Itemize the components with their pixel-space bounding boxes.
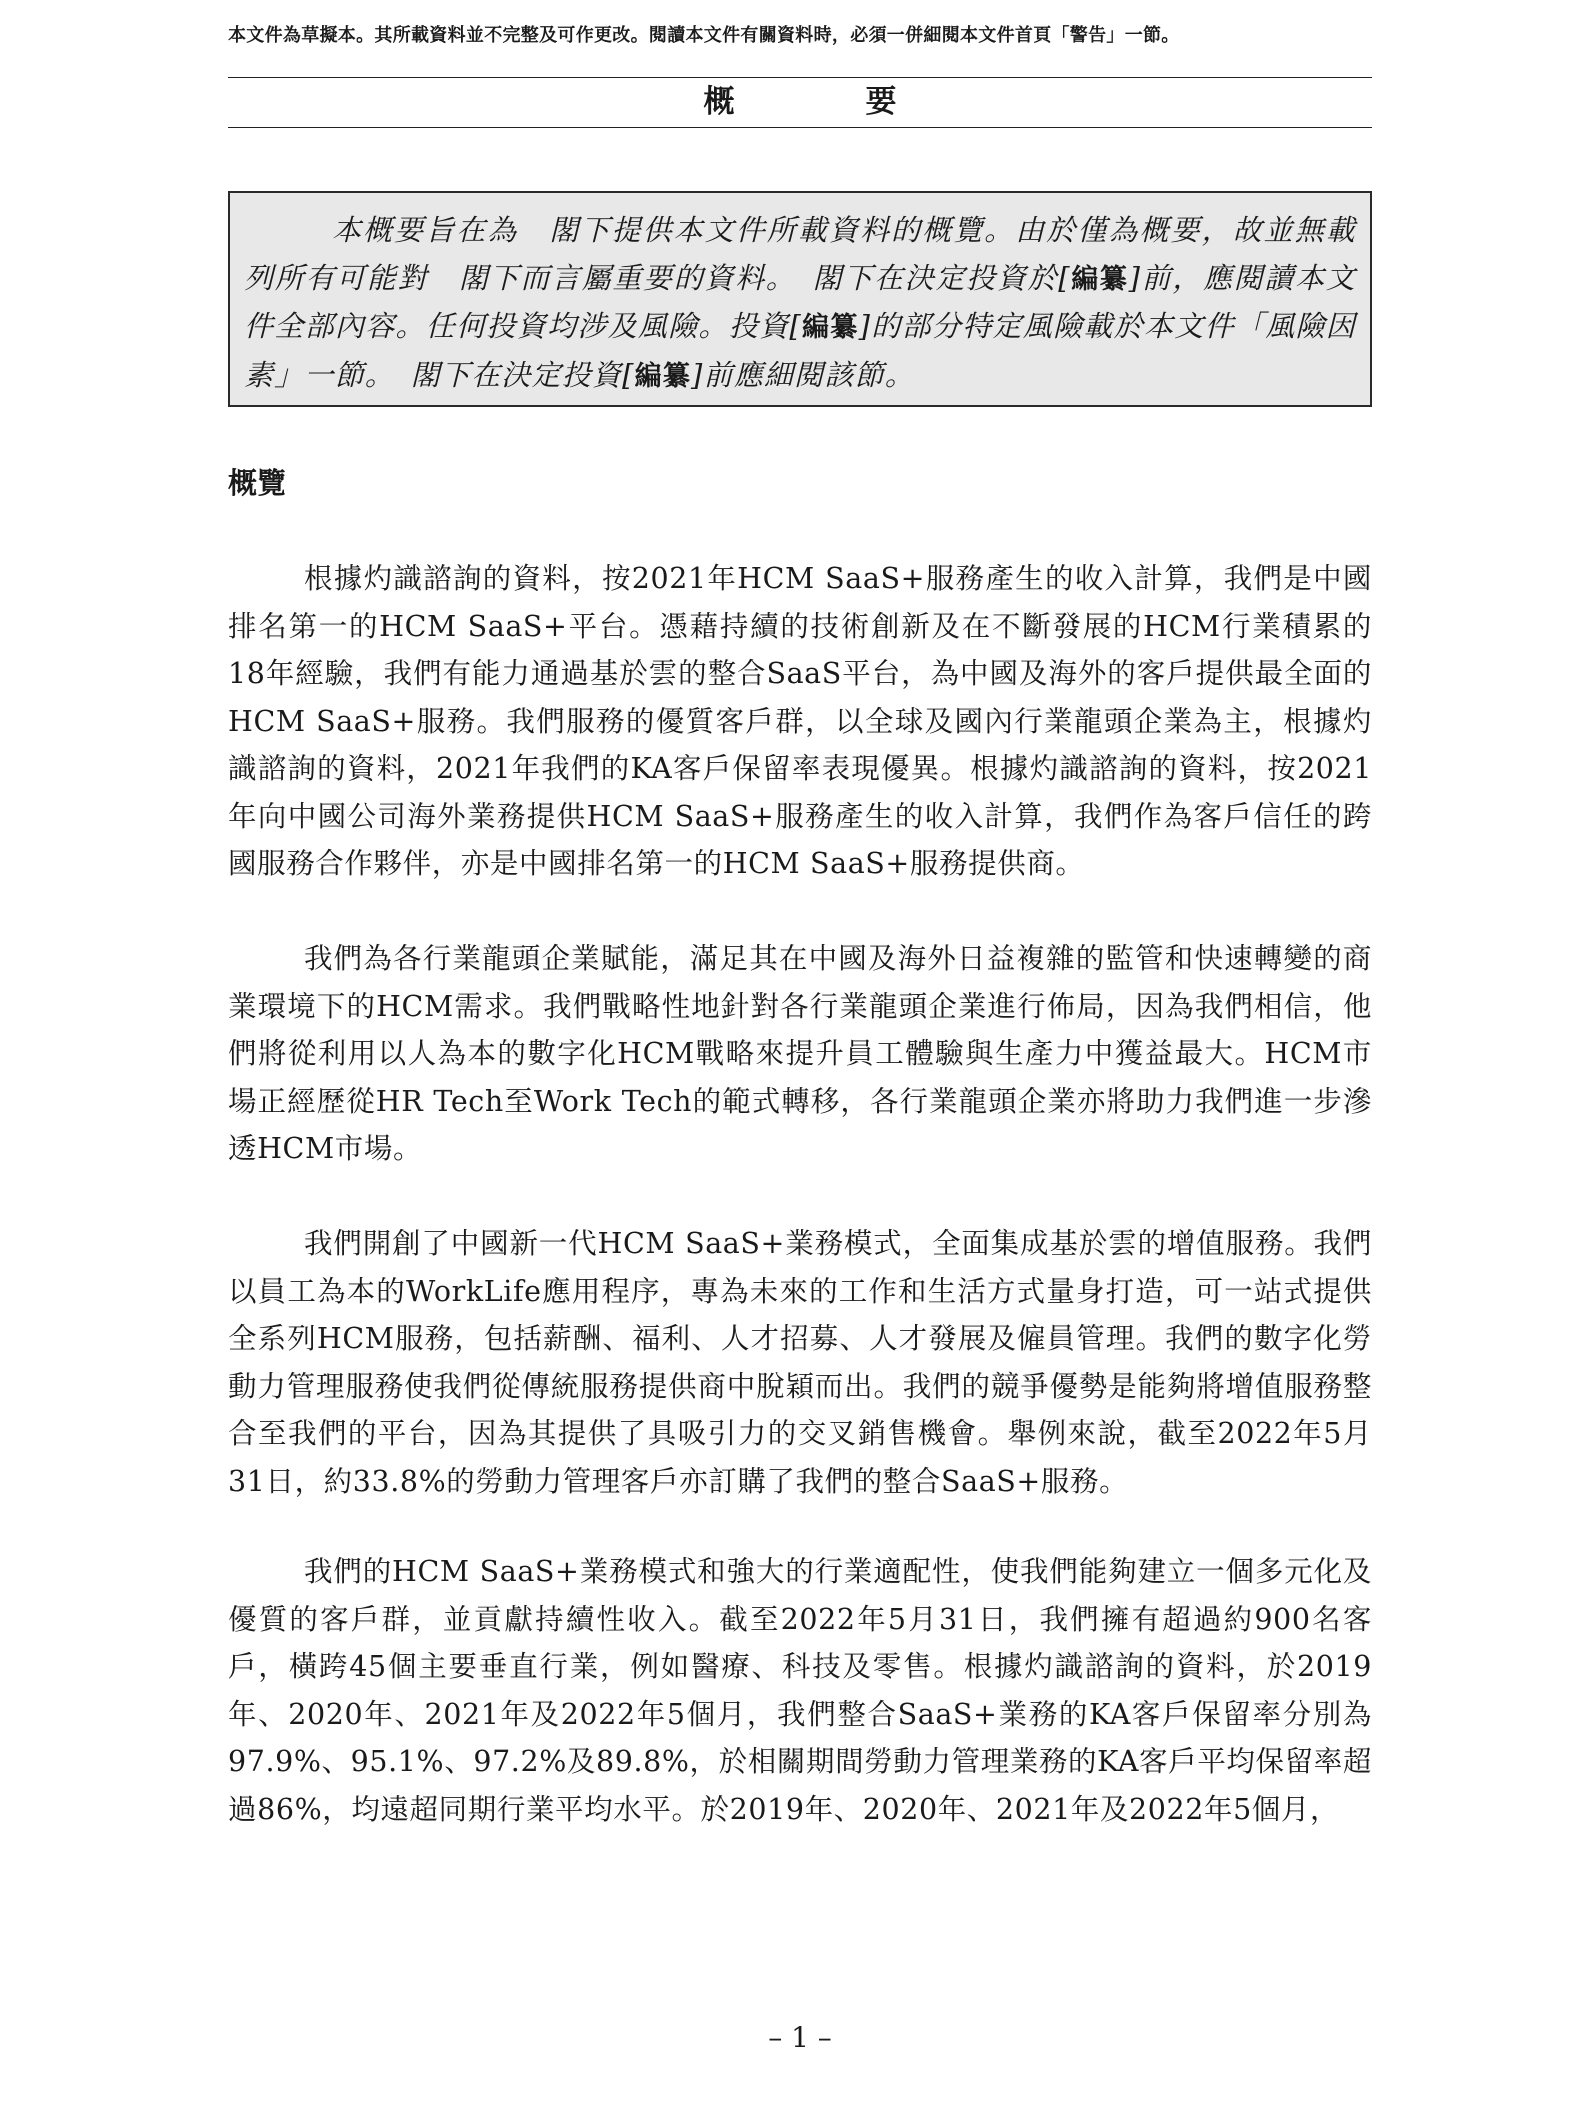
page-number: – 1 – bbox=[768, 2021, 832, 2054]
summary-disclaimer-box bbox=[228, 191, 1372, 407]
body-paragraph: 根據灼識諮詢的資料，按2021年HCM SaaS+服務產生的收入計算，我們是中國排名第一的HCM SaaS+平台。憑藉持續的技術創新及在不斷發展的HCM行業積累的18年經驗，我們有能力通過基於雲的整合SaaS平台，為中國及海外的客戶提供最全面的HCM SaaS+服務。我們服務的優質客戶群，以全球及國內行業龍頭企業為主，根據灼識諮詢的資料，2021年我們的KA客戶保留率表現優異。根據灼識諮詢的資料，按2021年向中國公司海外業務提供HCM SaaS+服務產生的收入計算，我們作為客戶信任的跨國服務合作夥伴，亦是中國排名第一的HCM SaaS+服務提供商。 bbox=[228, 562, 1372, 880]
disclaimer-text-4: ]前應細閱該節。 bbox=[691, 357, 915, 392]
disclaimer-text-3: ]的部分特定風險載於本文件「風險因素」一節。 閣下在決定投資[ bbox=[244, 309, 1357, 392]
body-paragraph: 我們為各行業龍頭企業賦能，滿足其在中國及海外日益複雜的監管和快速轉變的商業環境下的HCM需求。我們戰略性地針對各行業龍頭企業進行佈局，因為我們相信，他們將從利用以人為本的數字化HCM戰略來提升員工體驗與生產力中獲益最大。HCM市場正經歷從HR Tech至Work Tech的範式轉移，各行業龍頭企業亦將助力我們進一步滲透HCM市場。 bbox=[228, 942, 1372, 1165]
title-rule-top bbox=[228, 77, 1372, 78]
draft-warning-header: 本文件為草擬本。其所載資料並不完整及可作更改。閱讀本文件有關資料時，必須一併細閱本文件首頁「警告」一節。 bbox=[228, 25, 1180, 46]
section-heading-overview: 概覽 bbox=[228, 466, 287, 500]
body-paragraph: 我們開創了中國新一代HCM SaaS+業務模式，全面集成基於雲的增值服務。我們以員工為本的WorkLife應用程序，專為未來的工作和生活方式量身打造，可一站式提供全系列HCM服務，包括薪酬、福利、人才招募、人才發展及僱員管理。我們的數字化勞動力管理服務使我們從傳統服務提供商中脫穎而出。我們的競爭優勢是能夠將增值服務整合至我們的平台，因為其提供了具吸引力的交叉銷售機會。舉例來說，截至2022年5月31日，約33.8%的勞動力管理客戶亦訂購了我們的整合SaaS+服務。 bbox=[228, 1227, 1372, 1498]
redacted-marker: 編纂 bbox=[801, 312, 859, 343]
disclaimer-text-2: ]前，應閱讀本文件全部內容。任何投資均涉及風險。投資[ bbox=[244, 260, 1356, 343]
title-rule-bottom bbox=[228, 127, 1372, 128]
redacted-marker: 編纂 bbox=[634, 360, 692, 392]
redacted-marker: 編纂 bbox=[1070, 263, 1129, 295]
body-paragraph: 我們的HCM SaaS+業務模式和強大的行業適配性，使我們能夠建立一個多元化及優質的客戶群，並貢獻持續性收入。截至2022年5月31日，我們擁有超過約900名客戶，橫跨45個主要垂直行業，例如醫療、科技及零售。根據灼識諮詢的資料，於2019年、2020年、2021年及2022年5個月，我們整合SaaS+業務的KA客戶保留率分別為97.9%、95.1%、97.2%及89.8%，於相關期間勞動力管理業務的KA客戶平均保留率超過86%，均遠超同期行業平均水平。於2019年、2020年、2021年及2022年5個月， bbox=[228, 1555, 1372, 1826]
document-page bbox=[228, 0, 1372, 2116]
disclaimer-text-1: 本概要旨在為 閣下提供本文件所載資料的概覽。由於僅為概要，故並無載列所有可能對 閣下而言屬重要的資料。 閣下在決定投資於[ bbox=[244, 213, 1356, 295]
page-title: 概 要 bbox=[703, 84, 947, 120]
